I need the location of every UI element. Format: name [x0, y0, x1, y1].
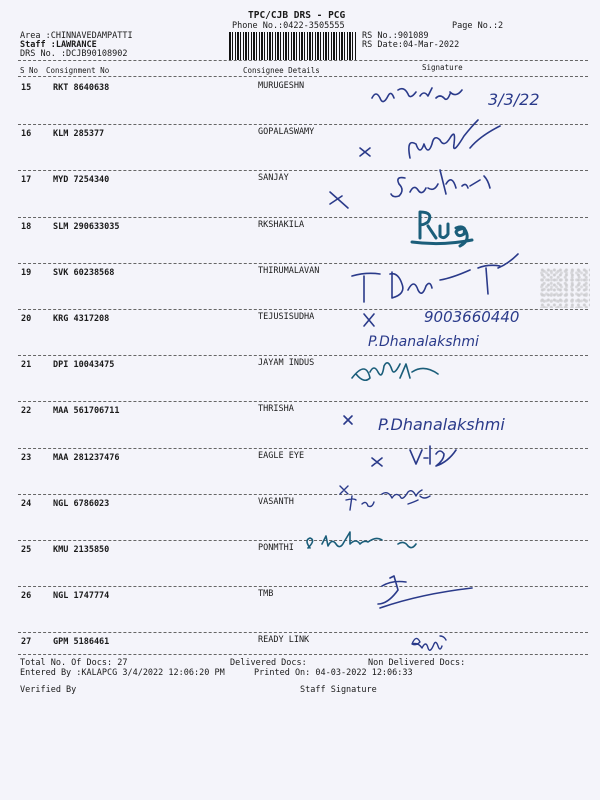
area-label: Area :CHINNAVEDAMPATTI: [20, 31, 133, 41]
consignee-name: MURUGESHN: [258, 81, 305, 91]
serial-number: 21: [21, 360, 32, 371]
signature-18: [412, 212, 472, 246]
signature-22: [344, 416, 352, 424]
serial-number: 19: [21, 267, 32, 278]
route-title: TPC/CJB DRS - PCG: [248, 10, 346, 21]
serial-number: 20: [21, 314, 32, 324]
serial-number: 27: [21, 637, 32, 648]
consignment-number: GPM 5186461: [53, 637, 110, 648]
col-consignee: Consignee Details: [243, 66, 320, 75]
total-docs: Total No. Of Docs: 27: [20, 658, 128, 668]
rs-date: RS Date:04-Mar-2022: [362, 40, 460, 50]
col-consignment: Consignment No: [46, 66, 110, 75]
signature-25: [307, 532, 416, 548]
signature-15: [372, 88, 462, 102]
non-delivered-docs: Non Delivered Docs:: [368, 658, 466, 668]
phone-number: Phone No.:0422-3505555: [232, 21, 345, 31]
consignee-name: READY LINK: [258, 635, 310, 646]
consignee-name: SANJAY: [258, 173, 289, 184]
consignee-name: THIRUMALAVAN: [258, 265, 320, 276]
consignment-number: SLM 290633035: [53, 221, 120, 232]
delivered-docs: Delivered Docs:: [230, 658, 307, 668]
serial-number: 22: [21, 406, 32, 417]
consignee-name: GOPALASWAMY: [258, 127, 315, 138]
consignment-number: NGL 6786023: [53, 498, 110, 509]
signature-19: [352, 254, 518, 302]
consignee-name: TMB: [258, 589, 274, 600]
signature-27: [412, 636, 446, 650]
serial-number: 18: [21, 221, 32, 232]
consignment-number: DPI 10043475: [53, 360, 115, 371]
serial-number: 17: [21, 175, 32, 186]
signature-24: [340, 486, 430, 510]
verified-by: Verified By: [20, 685, 77, 695]
consignment-number: KMU 2135850: [53, 545, 110, 555]
name-note-20: P.Dhanalakshmi: [368, 334, 479, 350]
serial-number: 25: [21, 545, 32, 555]
footer-rule: [18, 654, 588, 655]
signature-26: [378, 576, 472, 608]
consignee-name: EAGLE EYE: [258, 450, 305, 461]
consignment-number: MAA 561706711: [53, 406, 120, 417]
staff-label: Staff :LAWRANCE: [20, 40, 97, 50]
consignee-name: RKSHAKILA: [258, 219, 305, 230]
signature-date-15: 3/3/22: [488, 90, 540, 109]
consignment-number: MYD 7254340: [53, 175, 110, 186]
rs-number: RS No.:901089: [362, 31, 429, 41]
signature-23: [372, 446, 456, 466]
consignment-number: MAA 281237476: [53, 452, 120, 463]
serial-number: 16: [21, 129, 32, 140]
consignment-number: KLM 285377: [53, 129, 105, 140]
consignee-name: THRISHA: [258, 404, 294, 415]
page-number: Page No.:2: [452, 21, 504, 31]
entered-by: Entered By :KALAPCG 3/4/2022 12:06:20 PM: [20, 668, 225, 678]
serial-number: 24: [21, 498, 32, 509]
staff-signature: Staff Signature: [300, 685, 377, 695]
consignment-number: NGL 1747774: [53, 591, 110, 602]
consignee-name: PONMTHI: [258, 543, 294, 553]
col-signature: Signature: [422, 63, 463, 72]
signature-20: [364, 314, 374, 326]
signature-17: [330, 170, 490, 208]
drs-number: DRS No. :DCJB90108902: [20, 49, 128, 59]
signature-16: [360, 120, 500, 158]
consignee-name: TEJUSISUDHA: [258, 312, 315, 322]
name-note-23: P.Dhanalakshmi: [378, 415, 505, 434]
consignment-number: SVK 60238568: [53, 267, 115, 278]
serial-number: 23: [21, 452, 32, 463]
col-sno: S No: [20, 66, 39, 75]
consignment-number: RKT 8640638: [53, 83, 110, 93]
signature-21: [352, 363, 438, 380]
serial-number: 26: [21, 591, 32, 602]
consignee-name: VASANTH: [258, 496, 294, 507]
printed-on: Printed On: 04-03-2022 12:06:33: [254, 668, 413, 678]
consignment-number: KRG 4317208: [53, 314, 110, 324]
consignee-name: JAYAM INDUS: [258, 358, 315, 369]
serial-number: 15: [21, 83, 32, 93]
phone-note-20: 9003660440: [424, 308, 520, 326]
